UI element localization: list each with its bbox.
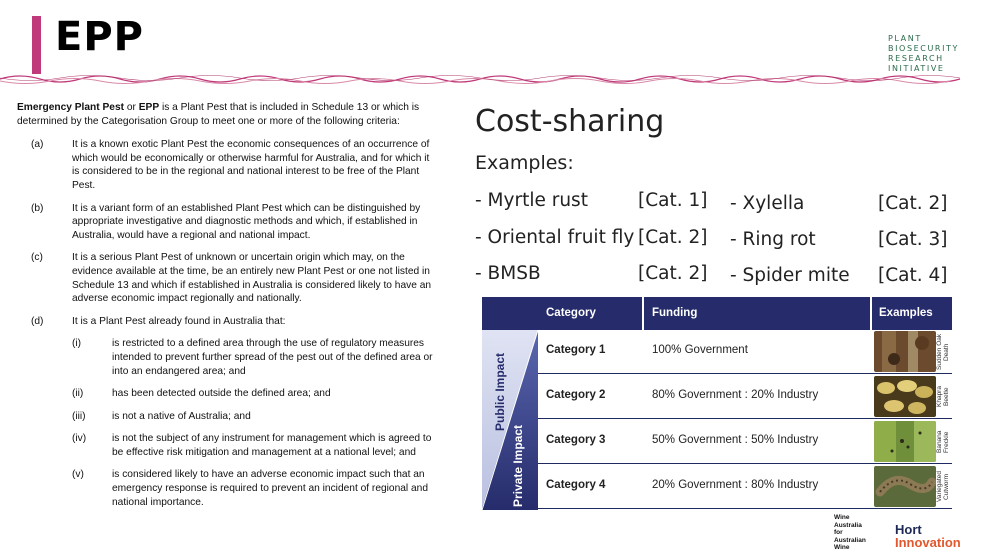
subcriterion-iii bbox=[17, 410, 437, 424]
subcriterion-text: is considered likely to have an adverse economic impact such that an emergency response is required to prevent an incident of regional and national importance. bbox=[112, 469, 429, 508]
example-item bbox=[730, 265, 948, 286]
public-impact-label: Public Impact bbox=[493, 352, 507, 432]
example-category: [Cat. 2] bbox=[638, 263, 708, 284]
criterion-label: (d) bbox=[31, 315, 44, 327]
subcriterion-v bbox=[17, 468, 437, 509]
example-item bbox=[475, 227, 708, 248]
subcriterion-label: (iii) bbox=[72, 410, 86, 422]
example-pest: - Xylella bbox=[730, 193, 805, 214]
criterion-label: (c) bbox=[31, 252, 43, 264]
variegated-cutworm-photo bbox=[874, 466, 936, 507]
criterion-text: It is a known exotic Plant Pest the economic consequences of an occurrence of which would be economically or otherwise harmful for Australia, and for which it is considered to be in the regional and national interest to be free of the Plant Pest. bbox=[72, 139, 430, 191]
row-example-name: Banana Freckle bbox=[936, 430, 950, 454]
row-category: Category 2 bbox=[546, 389, 606, 401]
row-funding: 50% Government : 50% Industry bbox=[652, 434, 819, 446]
example-category: [Cat. 2] bbox=[638, 227, 708, 248]
khapra-beetle-photo bbox=[874, 376, 936, 417]
row-example-name: Khapra Beetle bbox=[936, 386, 950, 408]
wine-logo-line: Wine bbox=[834, 544, 850, 551]
pbri-logo-line1: PLANT BIOSECURITY bbox=[888, 34, 960, 53]
criterion-text: It is a serious Plant Pest of unknown or uncertain origin which may, on the evidence available at the time, be an entirely new Plant Pest or one not listed in Schedule 13 and which if established in Australia is considered likely to have an adverse economic impact regionally and nationally. bbox=[72, 252, 432, 305]
table-row bbox=[538, 465, 952, 509]
subcriterion-label: (iv) bbox=[72, 433, 87, 445]
table-header-funding: Funding bbox=[644, 297, 870, 330]
private-impact-label: Private Impact bbox=[511, 424, 525, 508]
example-pest: - Myrtle rust bbox=[475, 190, 588, 211]
wine-logo-line: Australia bbox=[834, 521, 862, 529]
intro-text: is a Plant Pest that is included in Schedule 13 or which is determined by the Categorisation Group to meet one or more of the following criteria: bbox=[17, 102, 420, 127]
example-category: [Cat. 3] bbox=[878, 229, 948, 250]
row-example-name: Sudden Oak Death bbox=[936, 333, 950, 371]
row-funding: 100% Government bbox=[652, 344, 748, 356]
pbri-logo-line2: RESEARCH INITIATIVE bbox=[888, 54, 945, 73]
subcriterion-text: has been detected outside the defined area; and bbox=[112, 388, 331, 400]
decorative-wave-divider bbox=[0, 70, 995, 90]
example-category: [Cat. 2] bbox=[878, 193, 948, 214]
subcriterion-label: (v) bbox=[72, 469, 84, 481]
example-pest: - Spider mite bbox=[730, 265, 850, 286]
example-item bbox=[730, 193, 948, 214]
subcriterion-iv bbox=[17, 432, 437, 459]
criterion-c bbox=[17, 251, 437, 305]
impact-gradient-side bbox=[482, 330, 538, 510]
subcriterion-label: (ii) bbox=[72, 388, 84, 400]
intro-term: Emergency Plant Pest bbox=[17, 102, 125, 113]
table-row bbox=[538, 330, 952, 374]
criterion-text: It is a variant form of an established Plant Pest which can be distinguished by appropriate investigative and diagnostic methods and which, if established in Australia, would have a regional and national impact. bbox=[72, 202, 421, 241]
criterion-label: (a) bbox=[31, 139, 44, 151]
wine-logo-line: Australian bbox=[834, 536, 866, 544]
example-pest: - Ring rot bbox=[730, 229, 816, 250]
pbri-logo bbox=[888, 34, 995, 74]
table-header-category: Category bbox=[538, 297, 642, 330]
intro-term-abbr: EPP bbox=[138, 102, 160, 113]
page-title: EPP bbox=[55, 14, 144, 60]
wine-logo-line: for bbox=[834, 529, 843, 536]
table-row bbox=[538, 375, 952, 419]
cost-sharing-title: Cost-sharing bbox=[475, 104, 665, 139]
subcriterion-text: is restricted to a defined area through the use of regulatory measures intended to prevent further spread of the pest out of the defined area or into an endangered area; and bbox=[112, 338, 433, 377]
criterion-text: It is a Plant Pest already found in Australia that: bbox=[72, 315, 286, 327]
subcriterion-text: is not a native of Australia; and bbox=[112, 410, 251, 422]
subcriterion-label: (i) bbox=[72, 338, 82, 350]
subcriterion-ii bbox=[17, 387, 437, 401]
wine-logo-line: Wine bbox=[834, 514, 850, 521]
cost-sharing-category-table bbox=[482, 297, 952, 510]
criterion-a bbox=[17, 138, 437, 192]
table-header-examples: Examples bbox=[872, 297, 952, 330]
sudden-oak-death-photo bbox=[874, 331, 936, 372]
example-item bbox=[475, 190, 708, 211]
row-funding: 80% Government : 20% Industry bbox=[652, 389, 819, 401]
row-category: Category 4 bbox=[546, 479, 606, 491]
criterion-label: (b) bbox=[31, 202, 44, 214]
table-row bbox=[538, 420, 952, 464]
example-item bbox=[730, 229, 948, 250]
criterion-b bbox=[17, 202, 437, 243]
hort-innovation-logo bbox=[895, 523, 961, 549]
row-example-name: Variegated Cutworm bbox=[936, 471, 950, 503]
wine-australia-logo bbox=[834, 514, 866, 552]
example-item bbox=[475, 263, 708, 284]
example-category: [Cat. 4] bbox=[878, 265, 948, 286]
hort-logo-line1: Hort bbox=[895, 522, 922, 537]
epp-definition bbox=[17, 101, 437, 518]
example-pest: - Oriental fruit fly bbox=[475, 227, 635, 248]
criterion-d bbox=[17, 315, 437, 329]
example-pest: - BMSB bbox=[475, 263, 541, 284]
intro-or: or bbox=[124, 102, 139, 113]
row-category: Category 3 bbox=[546, 434, 606, 446]
row-funding: 20% Government : 80% Industry bbox=[652, 479, 819, 491]
subcriterion-i bbox=[17, 337, 437, 378]
examples-label: Examples: bbox=[475, 152, 574, 174]
title-accent-bar bbox=[32, 16, 41, 74]
row-category: Category 1 bbox=[546, 344, 606, 356]
epp-intro bbox=[17, 101, 437, 128]
subcriterion-text: is not the subject of any instrument for management which is agreed to be effective risk mitigation and management at a national level; and bbox=[112, 433, 432, 458]
hort-logo-line2: Innovation bbox=[895, 535, 961, 550]
example-category: [Cat. 1] bbox=[638, 190, 708, 211]
banana-freckle-photo bbox=[874, 421, 936, 462]
